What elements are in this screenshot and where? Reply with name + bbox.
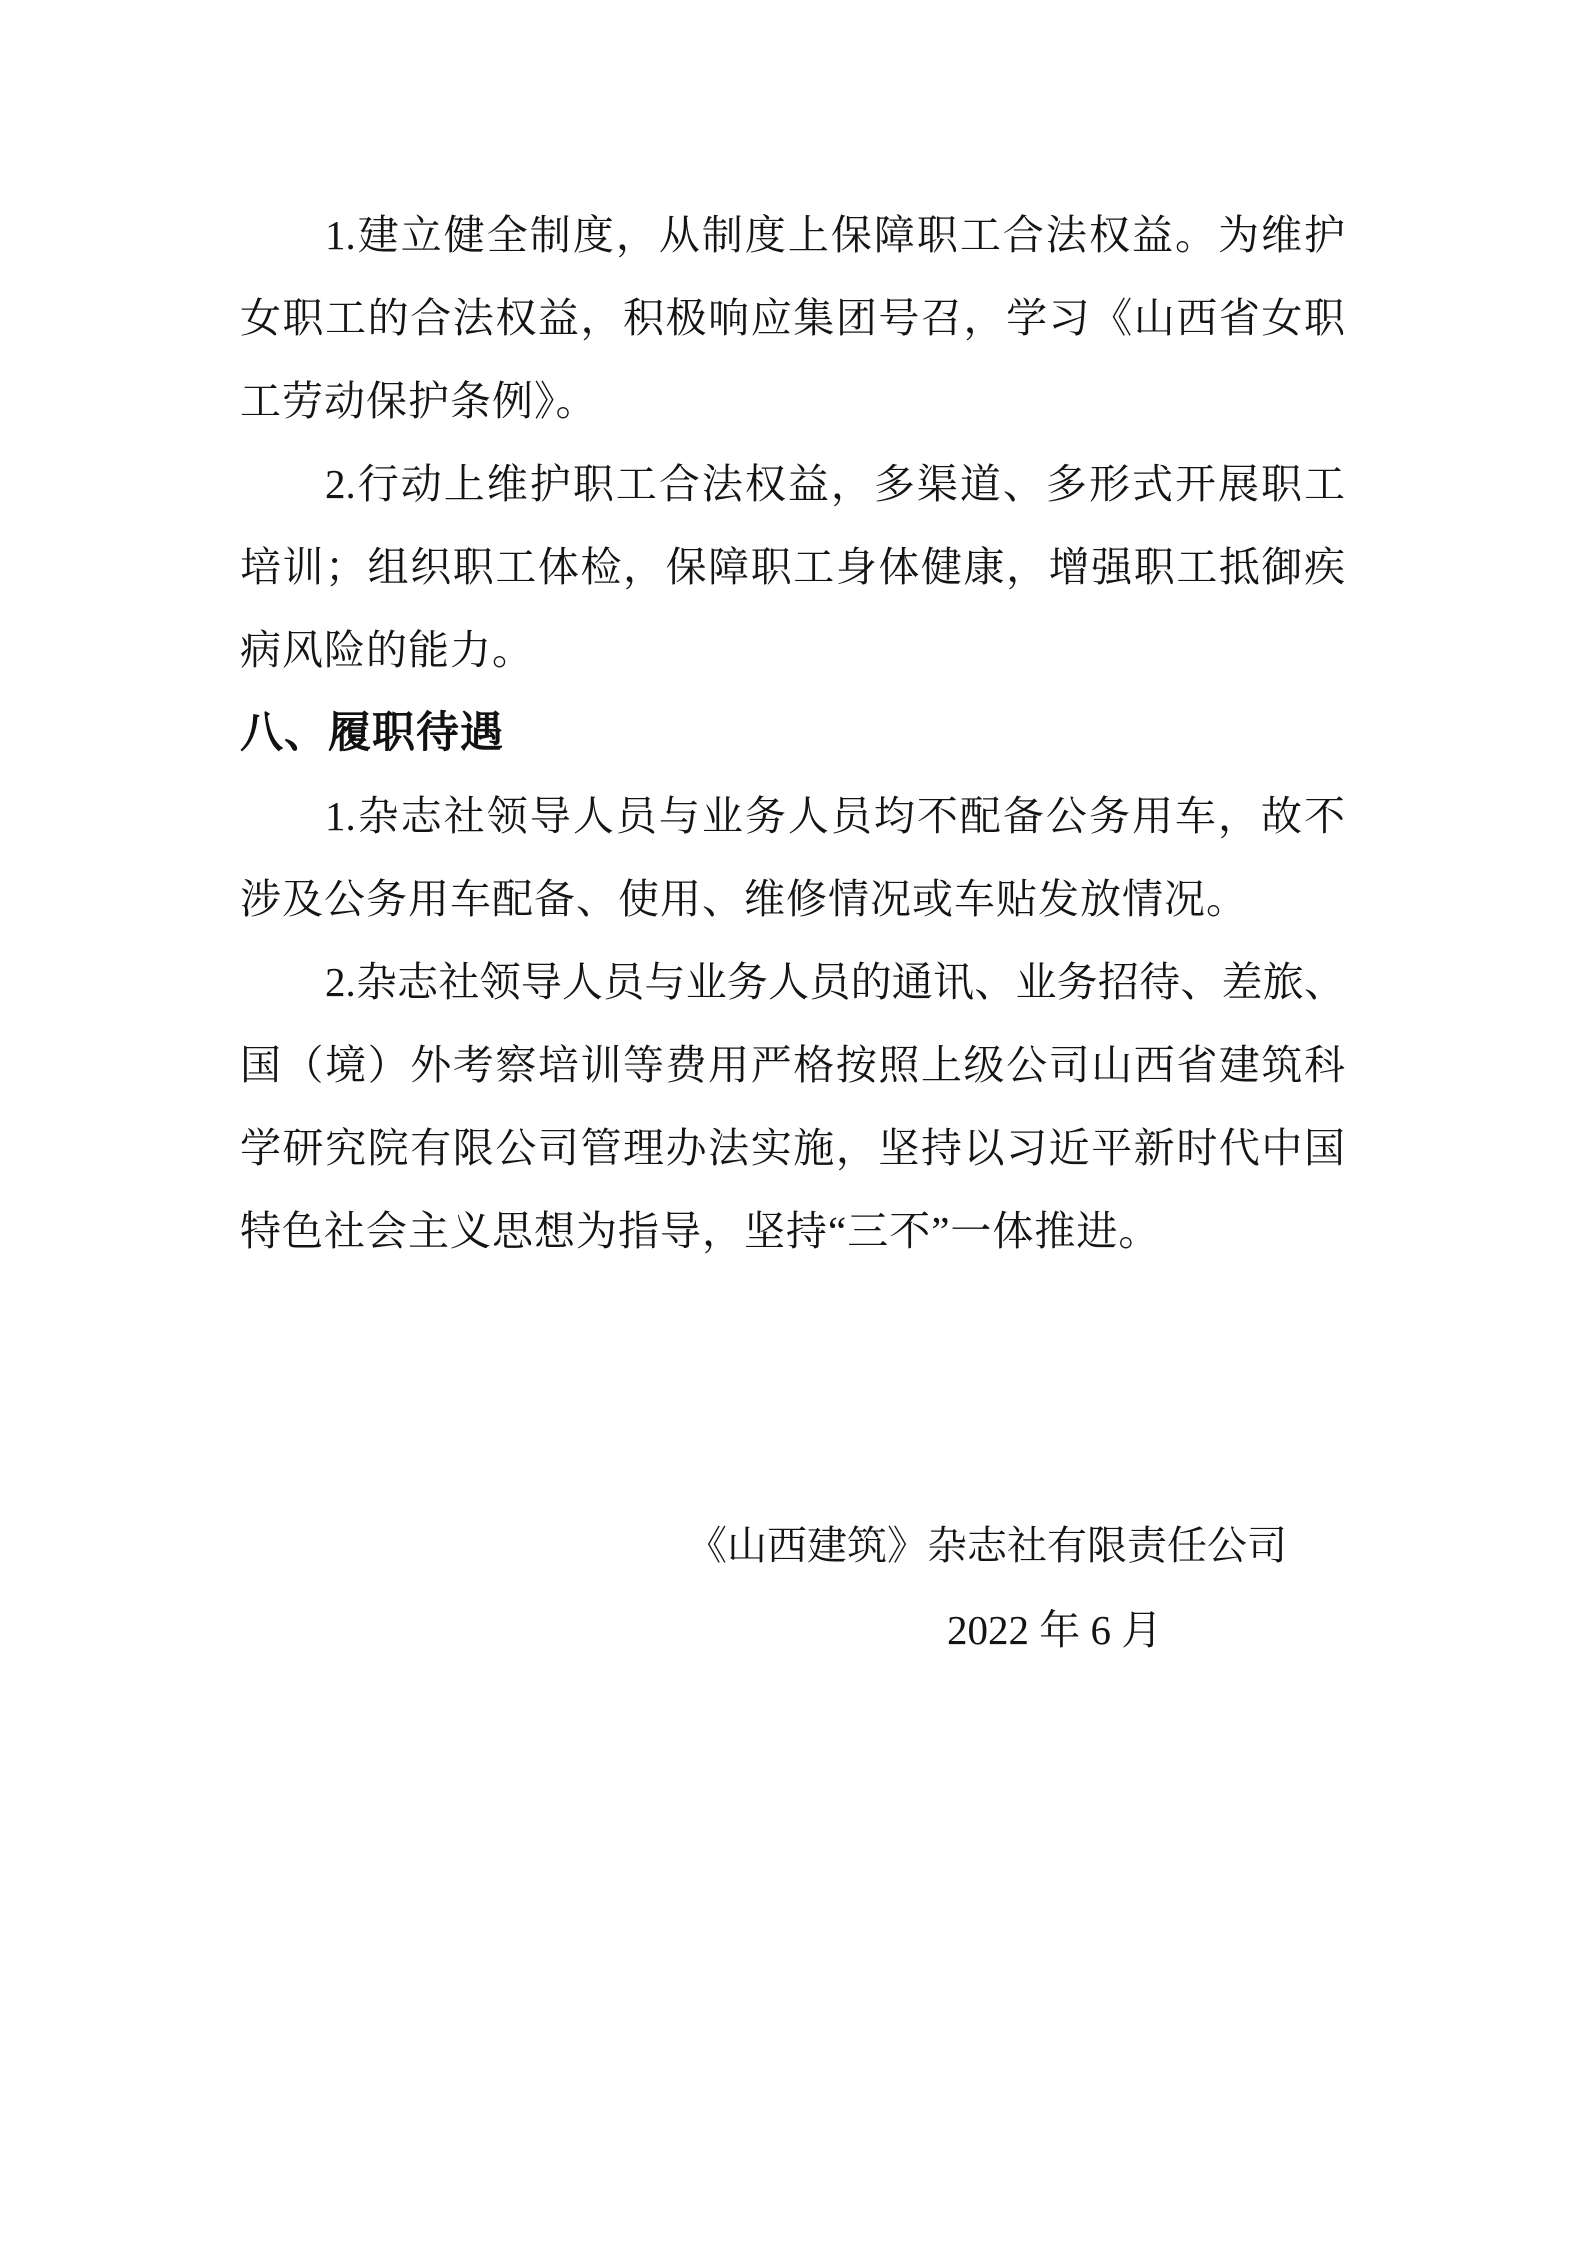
body-line: 涉及公务用车配备、使用、维修情况或车贴发放情况。 — [240, 876, 1248, 922]
signature-company: 《山西建筑》杂志社有限责任公司 — [687, 1523, 1287, 1568]
body-line: 国（境）外考察培训等费用严格按照上级公司山西省建筑科 — [240, 1042, 1345, 1088]
body-line: 特色社会主义思想为指导，坚持“三不”一体推进。 — [240, 1208, 1161, 1254]
body-line: 病风险的能力。 — [240, 627, 534, 673]
body-line: 学研究院有限公司管理办法实施，坚持以习近平新时代中国 — [240, 1125, 1345, 1171]
body-line: 1.杂志社领导人员与业务人员均不配备公务用车，故不 — [325, 793, 1345, 839]
body-line: 2.行动上维护职工合法权益，多渠道、多形式开展职工 — [325, 461, 1345, 507]
body-line: 培训；组织职工体检，保障职工身体健康，增强职工抵御疾 — [240, 544, 1345, 590]
signature-date: 2022 年 6 月 — [947, 1607, 1163, 1653]
document-body — [240, 194, 1345, 1653]
body-line: 女职工的合法权益，积极响应集团号召，学习《山西省女职 — [240, 295, 1345, 341]
body-line: 1.建立健全制度，从制度上保障职工合法权益。为维护 — [325, 212, 1345, 258]
body-line: 工劳动保护条例》。 — [240, 378, 598, 424]
section-heading: 八、履职待遇 — [240, 709, 504, 757]
body-line: 2.杂志社领导人员与业务人员的通讯、业务招待、差旅、 — [325, 959, 1345, 1005]
